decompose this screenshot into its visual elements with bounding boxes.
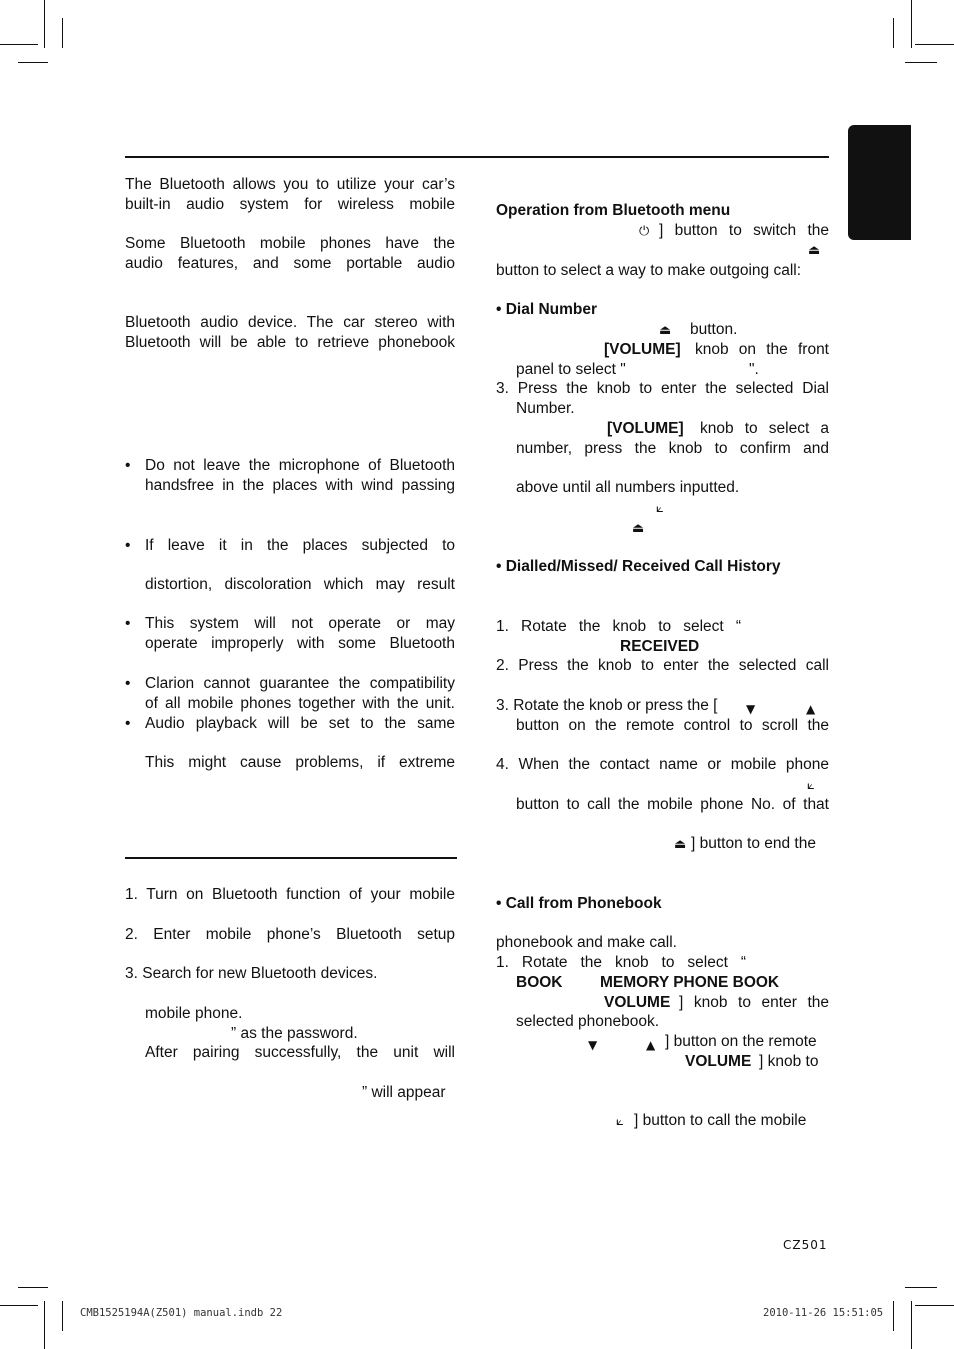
crop-mark bbox=[911, 0, 912, 48]
bullet: • bbox=[125, 537, 131, 554]
intro-line: Some Bluetooth mobile phones have the bbox=[125, 235, 455, 252]
hangup-icon: ⏏ bbox=[632, 521, 645, 536]
volume-label: [VOLUME] bbox=[607, 420, 684, 437]
crop-mark bbox=[893, 18, 894, 48]
history-line: RECEIVED bbox=[620, 638, 700, 655]
down-arrow-icon: ▼ bbox=[746, 702, 756, 716]
phonebook-line: ] knob to enter the bbox=[679, 994, 829, 1011]
intro-line: audio features, and some portable audio bbox=[125, 255, 455, 272]
dial-line: number, press the knob to confirm and bbox=[516, 440, 829, 457]
note-line: Clarion cannot guarantee the compatibility bbox=[145, 675, 455, 692]
history-line: ] button to end the bbox=[691, 835, 816, 852]
phonebook-line: MEMORY PHONE BOOK bbox=[600, 974, 780, 991]
crop-mark bbox=[905, 62, 937, 63]
footer-timestamp: 2010-11-26 15:51:05 bbox=[763, 1307, 884, 1319]
hangup-icon: ⏏ bbox=[659, 323, 672, 338]
pairing-step: After pairing successfully, the unit will bbox=[145, 1044, 455, 1061]
section-rule-pairing bbox=[125, 857, 457, 859]
intro-line: Bluetooth audio device. The car stereo with bbox=[125, 314, 455, 331]
history-line: button to call the mobile phone No. of that bbox=[516, 796, 829, 813]
note-line: handsfree in the places with wind passing bbox=[145, 477, 455, 494]
hangup-icon: ⏏ bbox=[674, 837, 687, 852]
crop-mark bbox=[18, 62, 48, 63]
pairing-step: 1. Turn on Bluetooth function of your mobile bbox=[125, 886, 455, 903]
history-line: 3. Rotate the knob or press the [ bbox=[496, 697, 718, 714]
volume-label: [VOLUME] bbox=[604, 341, 681, 358]
bullet: • bbox=[125, 457, 131, 474]
crop-mark bbox=[0, 44, 38, 45]
bullet: • bbox=[125, 675, 131, 692]
section-heading: Operation from Bluetooth menu bbox=[496, 202, 731, 219]
note-line: of all mobile phones together with the unit. bbox=[145, 695, 455, 712]
note-line: This system will not operate or may bbox=[145, 615, 455, 632]
menu-line: button to select a way to make outgoing call: bbox=[496, 262, 802, 279]
history-line: 1. Rotate the knob to select “ bbox=[496, 618, 741, 635]
phonebook-line: ] button on the remote bbox=[665, 1033, 817, 1050]
pairing-step: 3. Search for new Bluetooth devices. bbox=[125, 965, 378, 982]
dial-line: above until all numbers inputted. bbox=[516, 479, 740, 496]
phonebook-line: ] button to call the mobile bbox=[634, 1112, 807, 1129]
crop-mark bbox=[911, 1301, 912, 1349]
phonebook-line: BOOK bbox=[516, 974, 563, 991]
crop-mark bbox=[915, 1305, 954, 1306]
pairing-step: mobile phone. bbox=[145, 1005, 243, 1022]
call-icon: ⟀ bbox=[807, 778, 815, 793]
phonebook-line: selected phonebook. bbox=[516, 1013, 660, 1030]
dial-line: ". bbox=[749, 361, 759, 378]
intro-line: The Bluetooth allows you to utilize your car’s bbox=[125, 176, 455, 193]
menu-line: ] button to switch the bbox=[659, 222, 829, 239]
history-heading: • Dialled/Missed/ Received Call History bbox=[496, 558, 781, 575]
pairing-step: ” will appear bbox=[362, 1084, 446, 1101]
crop-mark bbox=[62, 1301, 63, 1331]
dial-line: panel to select " bbox=[516, 361, 626, 378]
bullet: • bbox=[125, 615, 131, 632]
hangup-icon: ⏏ bbox=[808, 243, 821, 258]
crop-mark bbox=[905, 1287, 937, 1288]
phonebook-heading: • Call from Phonebook bbox=[496, 895, 662, 912]
phonebook-line: ] knob to bbox=[759, 1053, 819, 1070]
crop-mark bbox=[0, 1305, 38, 1306]
up-arrow-icon: ▲ bbox=[806, 702, 816, 716]
crop-mark bbox=[915, 44, 954, 45]
dial-line: Number. bbox=[516, 400, 575, 417]
crop-mark bbox=[18, 1287, 48, 1288]
phonebook-line: 1. Rotate the knob to select “ bbox=[496, 954, 746, 971]
language-tab bbox=[848, 125, 911, 240]
intro-line: Bluetooth will be able to retrieve phonebook bbox=[125, 334, 455, 351]
crop-mark bbox=[62, 18, 63, 48]
down-arrow-icon: ▼ bbox=[588, 1038, 598, 1052]
note-line: Audio playback will be set to the same bbox=[145, 715, 455, 732]
note-line: If leave it in the places subjected to bbox=[145, 537, 455, 554]
history-line: 4. When the contact name or mobile phone bbox=[496, 756, 829, 773]
dial-line: knob on the front bbox=[695, 341, 829, 358]
note-line: Do not leave the microphone of Bluetooth bbox=[145, 457, 455, 474]
dial-line: 3. Press the knob to enter the selected Dial bbox=[496, 380, 829, 397]
history-line: 2. Press the knob to enter the selected call bbox=[496, 657, 829, 674]
phonebook-line: phonebook and make call. bbox=[496, 934, 677, 951]
crop-mark bbox=[44, 0, 45, 48]
section-rule-top bbox=[125, 156, 829, 158]
note-line: operate improperly with some Bluetooth bbox=[145, 635, 455, 652]
dial-heading: • Dial Number bbox=[496, 301, 598, 318]
call-icon: ⟀ bbox=[656, 501, 664, 516]
note-line: distortion, discoloration which may result bbox=[145, 576, 455, 593]
crop-mark bbox=[893, 1301, 894, 1331]
up-arrow-icon: ▲ bbox=[646, 1038, 656, 1052]
intro-line: built-in audio system for wireless mobile bbox=[125, 196, 455, 213]
dial-line: knob to select a bbox=[700, 420, 829, 437]
model-number: CZ501 bbox=[783, 1238, 828, 1252]
volume-label: VOLUME bbox=[685, 1053, 752, 1070]
history-line: button on the remote control to scroll the bbox=[516, 717, 829, 734]
footer-file: CMB1525194A(Z501) manual.indb 22 bbox=[80, 1307, 283, 1319]
volume-label: VOLUME bbox=[604, 994, 671, 1011]
call-icon: ⟀ bbox=[616, 1114, 624, 1129]
pairing-step: ” as the password. bbox=[231, 1025, 358, 1042]
pairing-step: 2. Enter mobile phone’s Bluetooth setup bbox=[125, 926, 455, 943]
bullet: • bbox=[125, 715, 131, 732]
power-icon: ⏻ bbox=[639, 224, 650, 239]
dial-line: button. bbox=[690, 321, 738, 338]
crop-mark bbox=[44, 1301, 45, 1349]
note-line: This might cause problems, if extreme bbox=[145, 754, 455, 771]
